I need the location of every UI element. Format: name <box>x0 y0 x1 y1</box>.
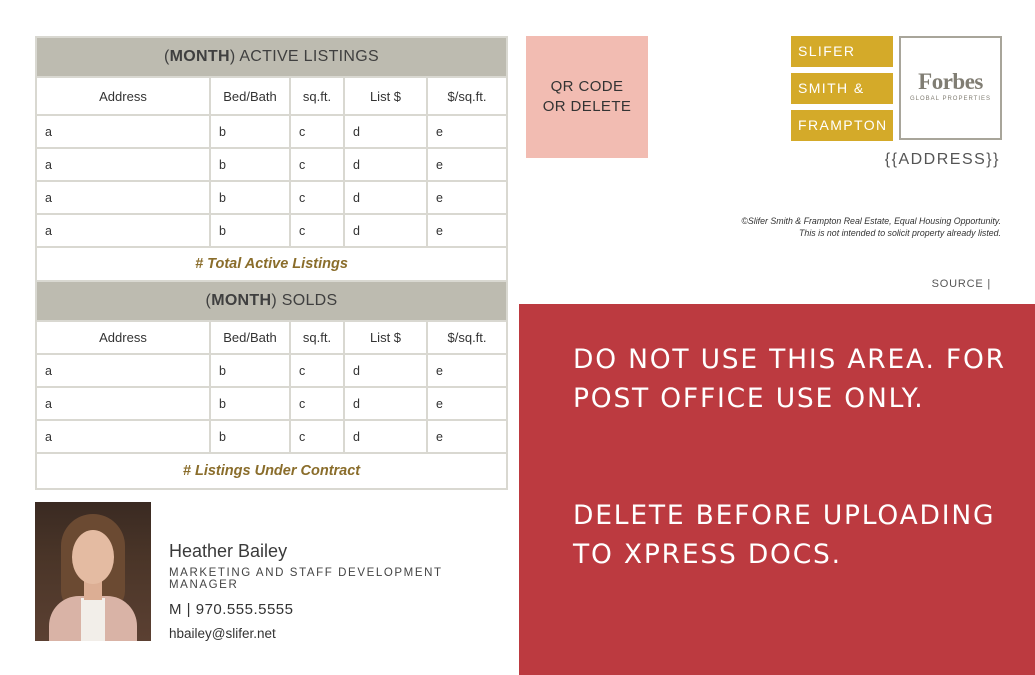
table-row <box>36 214 507 247</box>
table-cell: a <box>36 354 210 387</box>
table-cell: c <box>290 115 344 148</box>
table-cell: d <box>344 354 427 387</box>
table-cell: e <box>427 387 507 420</box>
slifer-logo-line-2: SMITH & <box>791 73 893 104</box>
agent-phone: M | 970.555.5555 <box>169 601 294 618</box>
column-header: $/sq.ft. <box>427 77 507 115</box>
column-header: Address <box>36 77 210 115</box>
table-cell: a <box>36 115 210 148</box>
table-row <box>36 181 507 214</box>
table-cell: e <box>427 354 507 387</box>
table-cell: d <box>344 420 427 453</box>
active-listings-title: (MONTH) ACTIVE LISTINGS <box>36 37 507 77</box>
column-header: List $ <box>344 77 427 115</box>
table-cell: c <box>290 354 344 387</box>
table-cell: b <box>210 354 290 387</box>
agent-name: Heather Bailey <box>169 541 288 561</box>
delete-before-upload-notice: DELETE BEFORE UPLOADING TO XPRESS DOCS. <box>573 500 996 570</box>
table-cell: d <box>344 181 427 214</box>
agent-photo <box>35 502 151 641</box>
forbes-wordmark: Forbes <box>918 69 983 94</box>
post-office-area <box>519 304 1035 675</box>
legal-disclaimer <box>741 216 1001 239</box>
solds-title: (MONTH) SOLDS <box>36 281 507 321</box>
column-header: Bed/Bath <box>210 77 290 115</box>
column-header: List $ <box>344 321 427 354</box>
table-cell: a <box>36 181 210 214</box>
table-cell: c <box>290 420 344 453</box>
disclaimer-line-1: ©Slifer Smith & Frampton Real Estate, Equal Housing Opportunity. <box>741 216 1001 226</box>
post-office-notice: DO NOT USE THIS AREA. FOR POST OFFICE USE ONLY. <box>573 344 1006 414</box>
slifer-logo-line-3: FRAMPTON <box>791 110 893 141</box>
table-cell: d <box>344 115 427 148</box>
table-row <box>36 387 507 420</box>
table-cell: d <box>344 214 427 247</box>
table-row <box>36 420 507 453</box>
table-header-row <box>36 77 507 115</box>
disclaimer-line-2: This is not intended to solicit property already listed. <box>799 227 1001 238</box>
table-cell: b <box>210 214 290 247</box>
table-cell: d <box>344 387 427 420</box>
table-cell: c <box>290 181 344 214</box>
table-cell: b <box>210 148 290 181</box>
active-listings-table <box>35 36 508 282</box>
listings-under-contract: # Listings Under Contract <box>36 453 507 489</box>
table-cell: e <box>427 214 507 247</box>
table-cell: a <box>36 420 210 453</box>
column-header: sq.ft. <box>290 321 344 354</box>
column-header: sq.ft. <box>290 77 344 115</box>
column-header: Address <box>36 321 210 354</box>
table-cell: b <box>210 387 290 420</box>
table-cell: c <box>290 214 344 247</box>
table-cell: a <box>36 214 210 247</box>
active-title-month: MONTH <box>169 48 230 65</box>
table-cell: e <box>427 148 507 181</box>
solds-table <box>35 280 508 490</box>
table-header-row <box>36 321 507 354</box>
slifer-logo-line-1: SLIFER <box>791 36 893 67</box>
table-cell: b <box>210 420 290 453</box>
qr-code-placeholder: QR CODE OR DELETE <box>526 36 648 158</box>
table-cell: a <box>36 148 210 181</box>
agent-title: MARKETING AND STAFF DEVELOPMENT MANAGER <box>169 567 443 591</box>
table-cell: a <box>36 387 210 420</box>
photo-shirt <box>81 598 105 641</box>
solds-title-text: SOLDS <box>276 292 338 309</box>
source-label: SOURCE | <box>931 278 991 290</box>
solds-title-month: MONTH <box>211 292 272 309</box>
table-cell: b <box>210 115 290 148</box>
forbes-logo <box>899 36 1002 140</box>
table-cell: e <box>427 181 507 214</box>
photo-face <box>72 530 114 584</box>
column-header: Bed/Bath <box>210 321 290 354</box>
table-cell: b <box>210 181 290 214</box>
address-placeholder: {{ADDRESS}} <box>884 151 1000 168</box>
active-title-text: ACTIVE LISTINGS <box>235 48 379 65</box>
table-cell: c <box>290 148 344 181</box>
column-header: $/sq.ft. <box>427 321 507 354</box>
table-cell: e <box>427 115 507 148</box>
table-row <box>36 354 507 387</box>
table-row <box>36 115 507 148</box>
agent-email: hbailey@slifer.net <box>169 626 276 641</box>
table-cell: d <box>344 148 427 181</box>
table-cell: c <box>290 387 344 420</box>
table-cell: e <box>427 420 507 453</box>
total-active-listings: # Total Active Listings <box>36 247 507 281</box>
table-row <box>36 148 507 181</box>
forbes-subtitle: GLOBAL PROPERTIES <box>909 96 992 102</box>
